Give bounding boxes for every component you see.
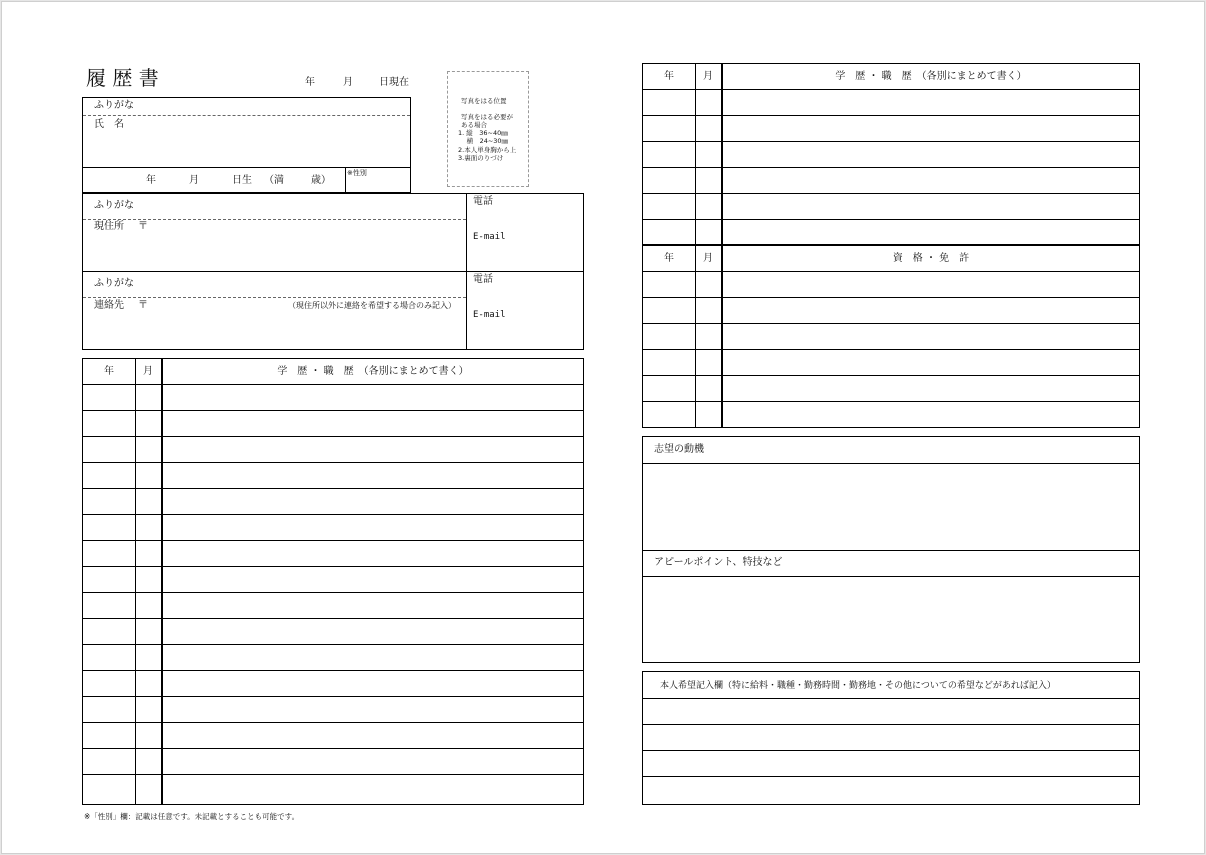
photo-line-2: ある場合 — [461, 121, 487, 129]
page-title: 履 歴 書 — [86, 66, 159, 90]
licenses-month-header: 月 — [703, 253, 713, 264]
photo-line-6: 3.裏面のりづけ — [458, 154, 504, 162]
photo-placeholder — [447, 71, 529, 187]
birth-day-label: 日生 — [232, 175, 252, 186]
contact-postal-mark: 〒 — [138, 300, 148, 311]
history-right-content-header: 学 歴 ・ 職 歴 （各別にまとめて書く） — [835, 71, 1027, 82]
address-label: 現住所 — [94, 221, 124, 232]
motivation-label: 志望の動機 — [654, 444, 704, 455]
history-left-month-header: 月 — [143, 366, 153, 377]
licenses-table — [642, 245, 1140, 428]
appeal-label: アピールポイント、特技など — [654, 557, 783, 568]
history-right-month-header: 月 — [703, 71, 713, 82]
licenses-content-header: 資 格 ・ 免 許 — [892, 253, 970, 264]
history-table-right — [642, 63, 1140, 245]
address-box — [82, 193, 584, 350]
gender-note: ※性別 — [347, 169, 367, 177]
photo-line-5: 2.本人単身胸から上 — [458, 146, 517, 154]
photo-title: 写真をはる位置 — [461, 97, 507, 105]
contact-email-label: E-mail — [473, 310, 506, 320]
motivation-appeal-box — [642, 436, 1140, 663]
name-label: 氏 名 — [94, 119, 124, 130]
history-left-year-header: 年 — [104, 366, 114, 377]
birth-year-label: 年 — [146, 175, 156, 186]
contact-label: 連絡先 — [94, 300, 124, 311]
date-as-of-label: 日現在 — [379, 77, 409, 88]
contact-note: （現住所以外に連絡を希望する場合のみ記入） — [288, 301, 456, 310]
footnote: ※「性別」欄：記載は任意です。未記載とすることも可能です。 — [84, 812, 300, 821]
photo-line-4: 横 24~30㎜ — [458, 137, 509, 145]
history-left-content-header: 学 歴 ・ 職 歴 （各別にまとめて書く） — [277, 366, 469, 377]
history-table-left — [82, 358, 584, 805]
age-open-label: （満 — [264, 175, 284, 186]
address-phone-label: 電話 — [473, 196, 493, 207]
birth-month-label: 月 — [189, 175, 199, 186]
name-furigana-label: ふりがな — [94, 100, 134, 111]
photo-line-1: 写真をはる必要が — [461, 113, 513, 121]
contact-furigana-label: ふりがな — [94, 278, 134, 289]
date-year-label: 年 — [305, 77, 315, 88]
history-right-year-header: 年 — [664, 71, 674, 82]
age-close-label: 歳） — [311, 175, 331, 186]
wishes-label: 本人希望記入欄（特に給料・職種・勤務時間・勤務地・その他についての希望などがあれば記入） — [660, 681, 1056, 691]
resume-page — [1, 1, 1205, 854]
date-month-label: 月 — [343, 77, 353, 88]
contact-phone-label: 電話 — [473, 274, 493, 285]
photo-line-3: 1. 縦 36~40㎜ — [458, 129, 508, 137]
address-email-label: E-mail — [473, 232, 506, 242]
address-postal-mark: 〒 — [138, 221, 148, 232]
licenses-year-header: 年 — [664, 253, 674, 264]
address-furigana-label: ふりがな — [94, 200, 134, 211]
